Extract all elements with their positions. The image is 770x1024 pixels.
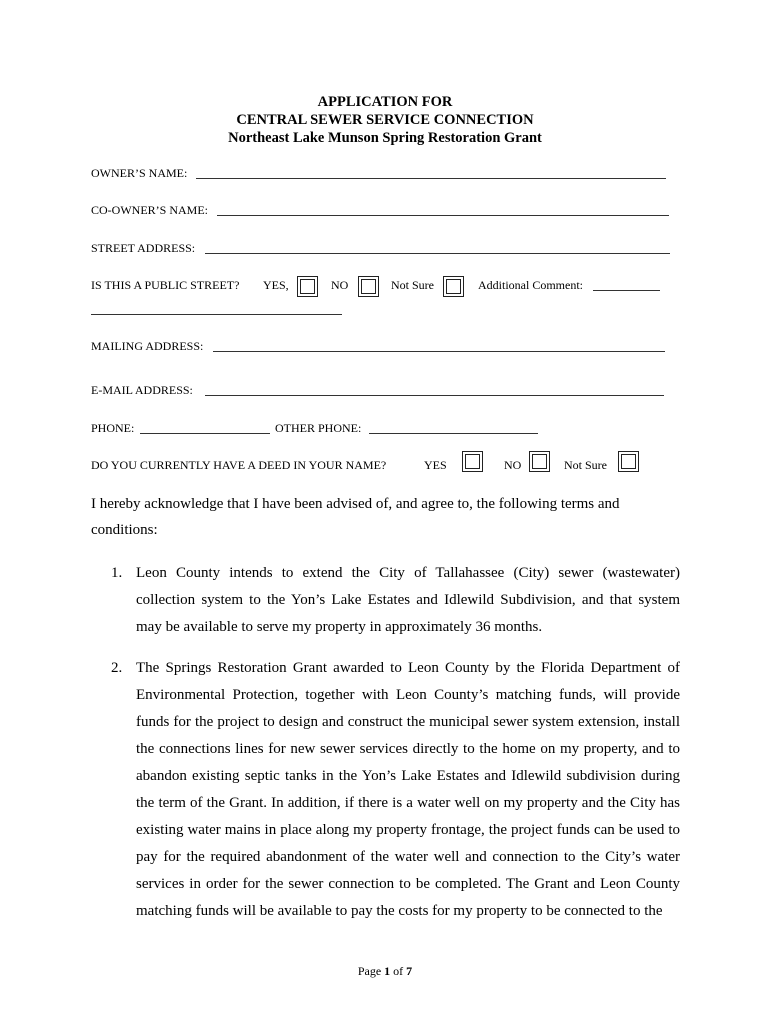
email-address-label: E-MAIL ADDRESS: xyxy=(91,383,193,397)
deed-no-label: NO xyxy=(504,458,522,472)
page-total: 7 xyxy=(406,964,413,978)
form-subtitle: Northeast Lake Munson Spring Restoration Grant xyxy=(228,130,542,146)
term-1-number: 1. xyxy=(111,565,123,581)
owner-name-field[interactable] xyxy=(196,178,666,179)
term-1-text: Leon County intends to extend the City of Tallahassee (City) sewer (wastewater) collection system to the Yon’s Lake Estates and Idlewild Subdivision, and that system may be available to serve my property in approximately 36 months. xyxy=(136,565,680,635)
other-phone-field[interactable] xyxy=(369,433,538,434)
page-indicator xyxy=(0,964,770,979)
public-street-not-sure-label: Not Sure xyxy=(391,278,434,292)
public-street-question: IS THIS A PUBLIC STREET? xyxy=(91,278,240,292)
deed-no-checkbox[interactable] xyxy=(529,451,550,472)
phone-field[interactable] xyxy=(140,433,270,434)
street-address-field[interactable] xyxy=(205,253,670,254)
acknowledgement-line2: conditions: xyxy=(91,522,158,538)
email-address-field[interactable] xyxy=(205,395,664,396)
additional-comment-field-continued[interactable] xyxy=(91,314,342,315)
mailing-address-label: MAILING ADDRESS: xyxy=(91,339,204,353)
public-street-no-checkbox[interactable] xyxy=(358,276,379,297)
form-title-line1: APPLICATION FOR xyxy=(317,94,453,110)
term-2-text: The Springs Restoration Grant awarded to Leon County by the Florida Department of Environmental Protection, together with Leon County’s matching funds, will provide funds for the project to design and construct the municipal sewer system extension, install the connections lines for new sewer services directly to the home on my property, and to abandon existing septic tanks in the Yon’s Lake Estates and Idlewild subdivision during the term of the Grant. In addition, if there is a water well on my property and the City has existing water mains in place along my property frontage, the project funds can be used to pay for the required abandonment of the water well and connection to the City’s water services in order for the sewer connection to be completed. The Grant and Leon County matching funds will be available to pay the costs for my property to be connected to the xyxy=(136,660,680,919)
deed-not-sure-checkbox[interactable] xyxy=(618,451,639,472)
term-2-number: 2. xyxy=(111,660,123,676)
public-street-yes-label: YES, xyxy=(263,278,289,292)
other-phone-label: OTHER PHONE: xyxy=(275,421,362,435)
deed-question: DO YOU CURRENTLY HAVE A DEED IN YOUR NAME? xyxy=(91,458,387,472)
mailing-address-field[interactable] xyxy=(213,351,665,352)
deed-not-sure-label: Not Sure xyxy=(564,458,607,472)
form-title-line2: CENTRAL SEWER SERVICE CONNECTION xyxy=(236,112,534,128)
phone-label: PHONE: xyxy=(91,421,135,435)
page-current: 1 xyxy=(384,964,391,978)
co-owner-name-field[interactable] xyxy=(217,215,669,216)
public-street-no-label: NO xyxy=(331,278,349,292)
deed-yes-checkbox[interactable] xyxy=(462,451,483,472)
deed-yes-label: YES xyxy=(424,458,447,472)
page-of: of xyxy=(390,964,407,978)
public-street-not-sure-checkbox[interactable] xyxy=(443,276,464,297)
co-owner-name-label: CO-OWNER’S NAME: xyxy=(91,203,208,217)
additional-comment-field[interactable] xyxy=(593,290,660,291)
street-address-label: STREET ADDRESS: xyxy=(91,241,196,255)
acknowledgement-line1: I hereby acknowledge that I have been advised of, and agree to, the following terms and xyxy=(91,496,620,512)
owner-name-label: OWNER’S NAME: xyxy=(91,166,188,180)
page-prefix: Page xyxy=(357,964,385,978)
public-street-yes-checkbox[interactable] xyxy=(297,276,318,297)
additional-comment-label: Additional Comment: xyxy=(478,278,583,292)
